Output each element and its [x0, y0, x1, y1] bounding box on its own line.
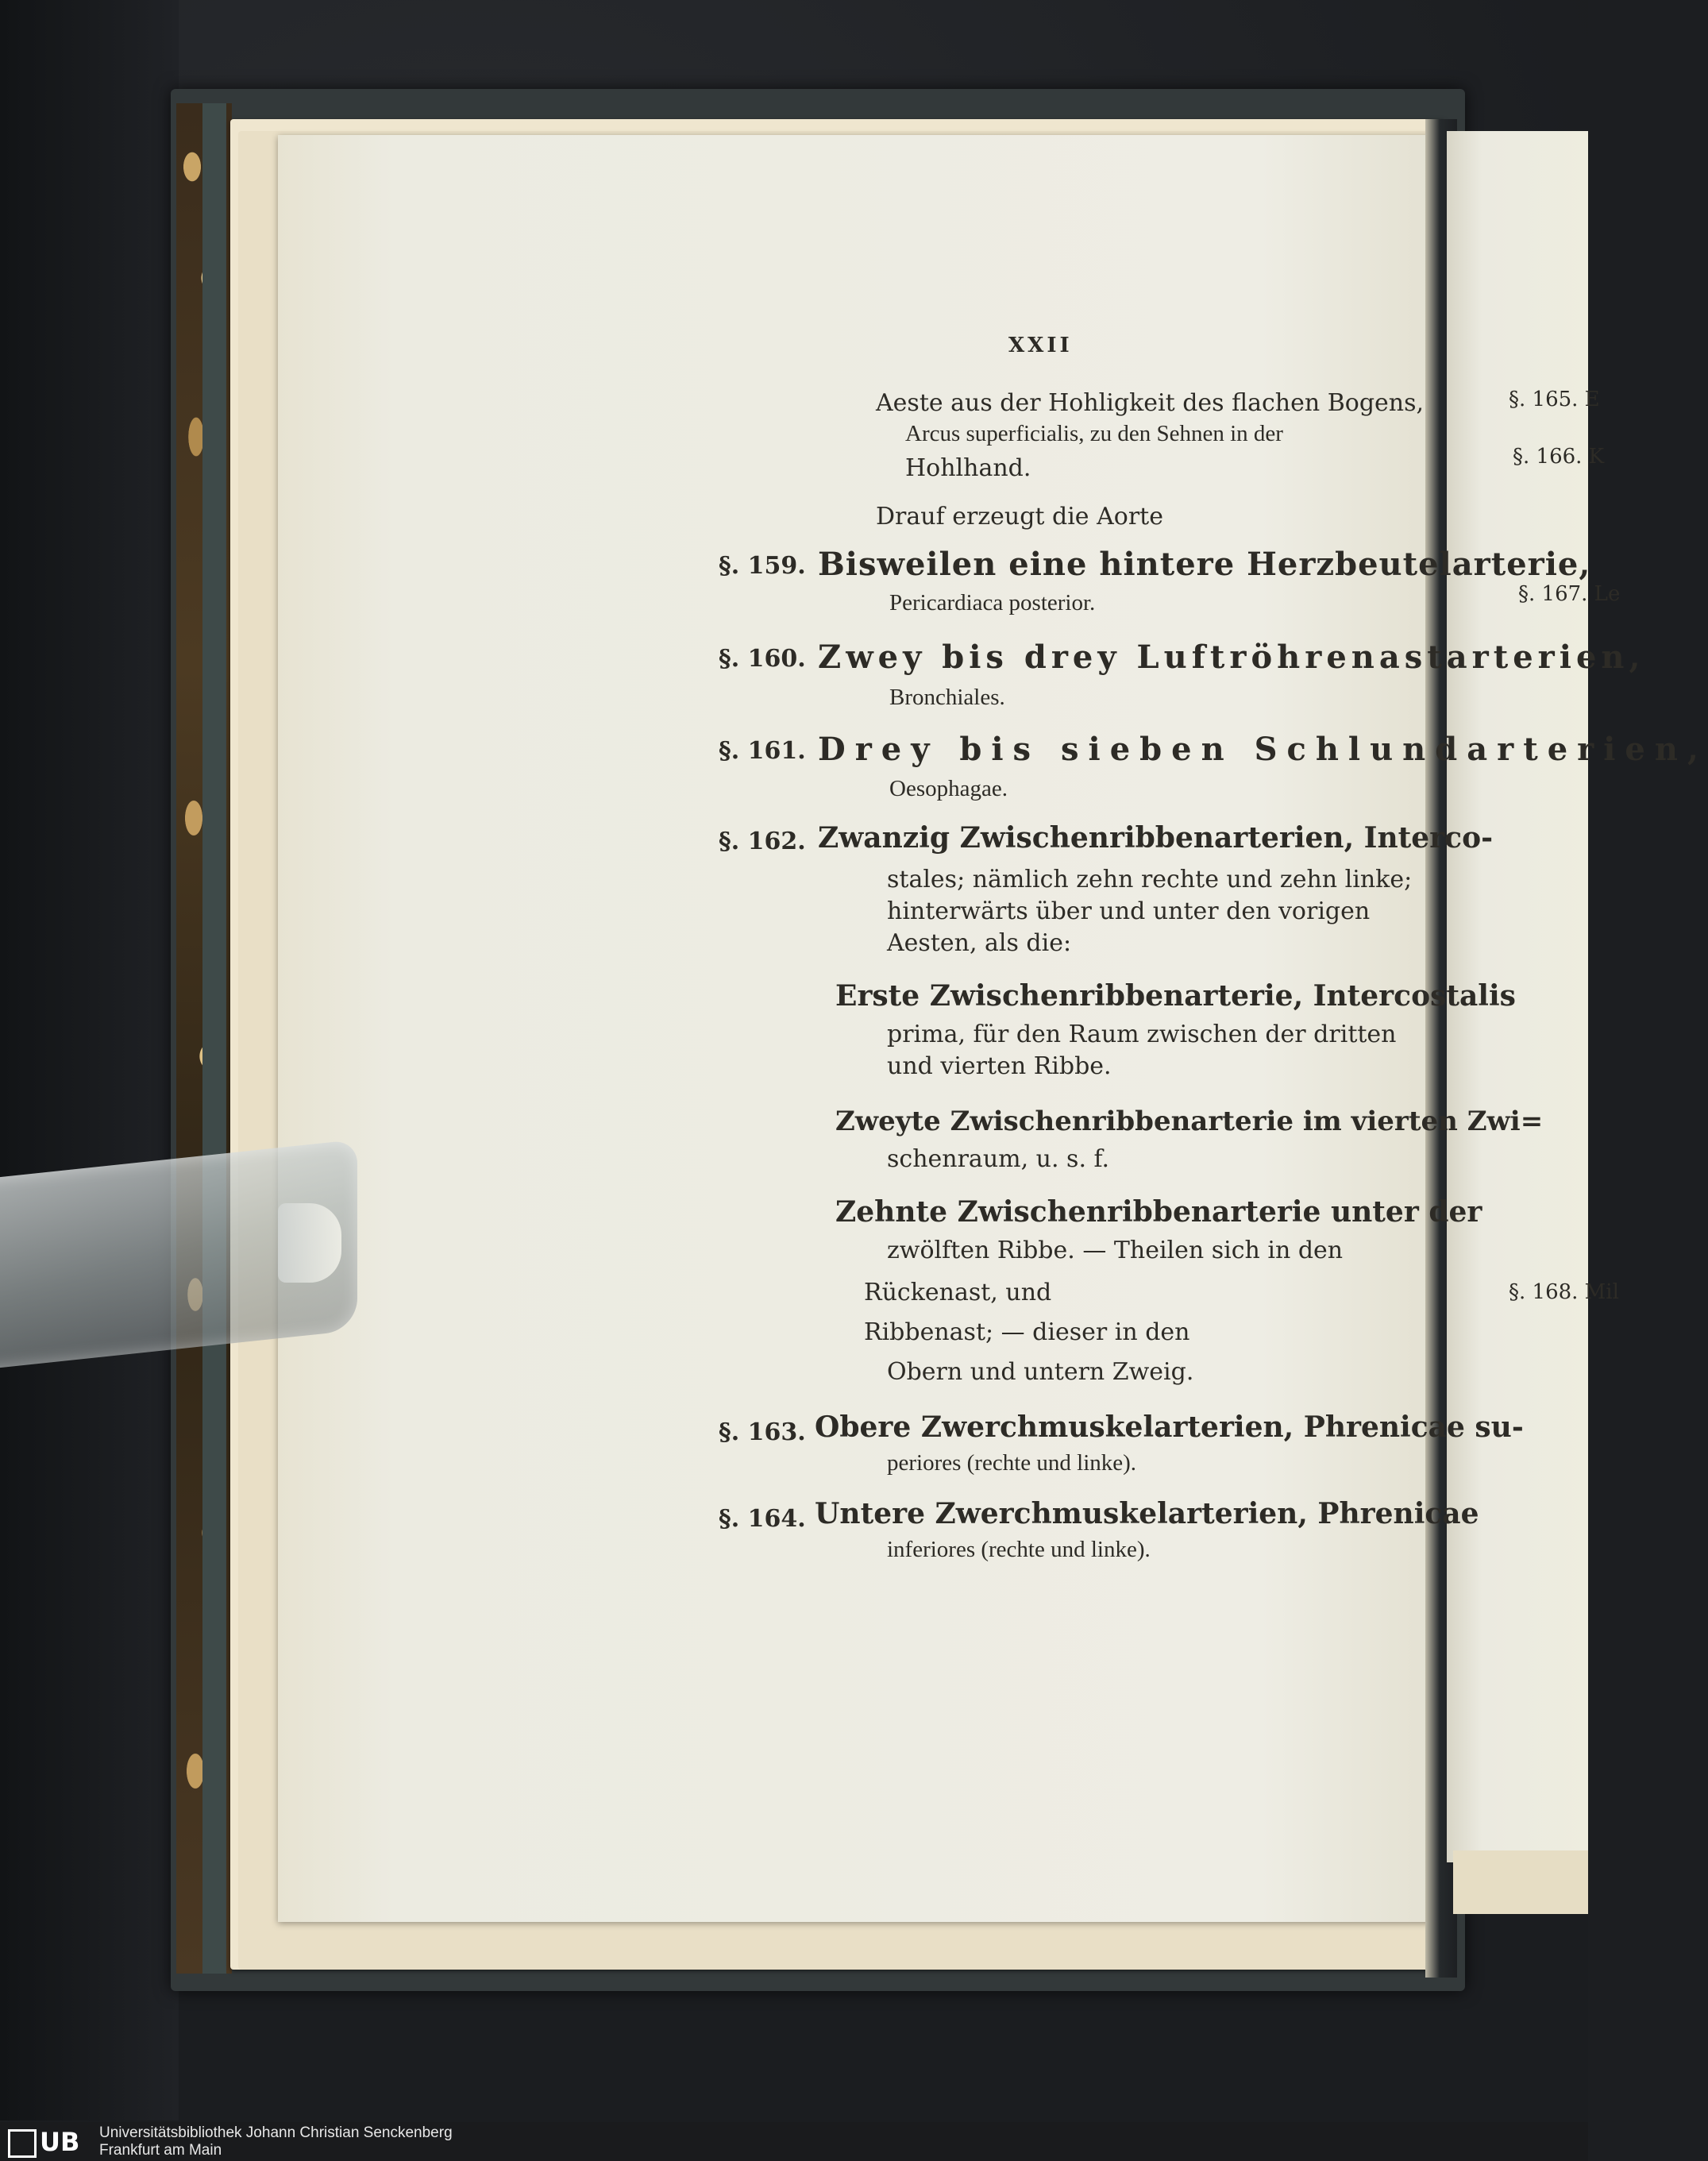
- sub-heading: Erste Zwischenribbenarterie, Intercostalis: [835, 979, 1516, 1013]
- section-latin: inferiores (rechte und linke).: [887, 1537, 1151, 1562]
- text-line: Hohlhand.: [905, 454, 1031, 482]
- section-heading: Drey bis sieben Schlundarterien,: [818, 731, 1708, 768]
- leather-left-edge: [0, 0, 179, 2120]
- text-line: Aesten, als die:: [887, 929, 1072, 957]
- footer-library-city: Frankfurt am Main: [99, 2142, 222, 2159]
- text-line: hinterwärts über und unter den vorigen: [887, 897, 1371, 925]
- text-line: Arcus superficialis, zu den Sehnen in der: [905, 421, 1283, 446]
- section-number: §. 163.: [719, 1418, 806, 1446]
- text-line: Ribbenast; — dieser in den: [864, 1318, 1190, 1346]
- footer-library-name: Universitätsbibliothek Johann Christian Senckenberg: [99, 2124, 453, 2141]
- right-page-edge: [1453, 1850, 1588, 1914]
- glass-page-weight-tip: [278, 1203, 341, 1283]
- section-heading: Zwanzig Zwischenribbenarterien, Interco-: [818, 821, 1494, 855]
- right-page-fragment: §. 168. Mil: [1509, 1280, 1619, 1304]
- section-number: §. 159.: [719, 552, 806, 580]
- library-logo: UB: [8, 2127, 87, 2157]
- text-line: prima, für den Raum zwischen der dritten: [887, 1021, 1397, 1048]
- section-number: §. 161.: [719, 737, 806, 765]
- section-heading: Bisweilen eine hintere Herzbeutelarterie,: [818, 546, 1591, 583]
- page-number: XXII: [1008, 334, 1073, 357]
- section-number: §. 164.: [719, 1505, 806, 1533]
- section-latin: periores (rechte und linke).: [887, 1450, 1137, 1476]
- right-page-fragment: §. 167. Le: [1518, 582, 1621, 606]
- right-page-fragment: §. 166. K: [1513, 445, 1605, 469]
- text-line: und vierten Ribbe.: [887, 1052, 1112, 1080]
- sub-heading: Zweyte Zwischenribbenarterie im vierten Zwi=: [835, 1106, 1544, 1137]
- text-line: schenraum, u. s. f.: [887, 1145, 1110, 1173]
- text-line: Rückenast, und: [864, 1279, 1052, 1306]
- section-latin: Bronchiales.: [889, 685, 1005, 710]
- text-line: Aeste aus der Hohligkeit des flachen Bogens,: [876, 389, 1425, 417]
- section-heading: Untere Zwerchmuskelarterien, Phrenicae: [815, 1497, 1479, 1530]
- text-line: Obern und untern Zweig.: [887, 1358, 1194, 1386]
- text-line: zwölften Ribbe. — Theilen sich in den: [887, 1237, 1344, 1264]
- right-page-fragment: §. 165. E: [1509, 388, 1600, 411]
- spine-strip: [202, 103, 226, 1974]
- sub-heading: Zehnte Zwischenribbenarterie unter der: [835, 1195, 1482, 1229]
- section-latin: Oesophagae.: [889, 776, 1008, 801]
- section-latin: Pericardiaca posterior.: [889, 590, 1096, 615]
- section-heading: Zwey bis drey Luftröhrenastarterien,: [818, 639, 1645, 676]
- logo-mark-icon: [8, 2129, 37, 2158]
- section-number: §. 162.: [719, 828, 806, 855]
- text-line: Drauf erzeugt die Aorte: [876, 503, 1163, 531]
- section-heading: Obere Zwerchmuskelarterien, Phrenicae su-: [815, 1410, 1524, 1444]
- section-number: §. 160.: [719, 645, 806, 673]
- text-line: stales; nämlich zehn rechte und zehn linke;: [887, 866, 1413, 893]
